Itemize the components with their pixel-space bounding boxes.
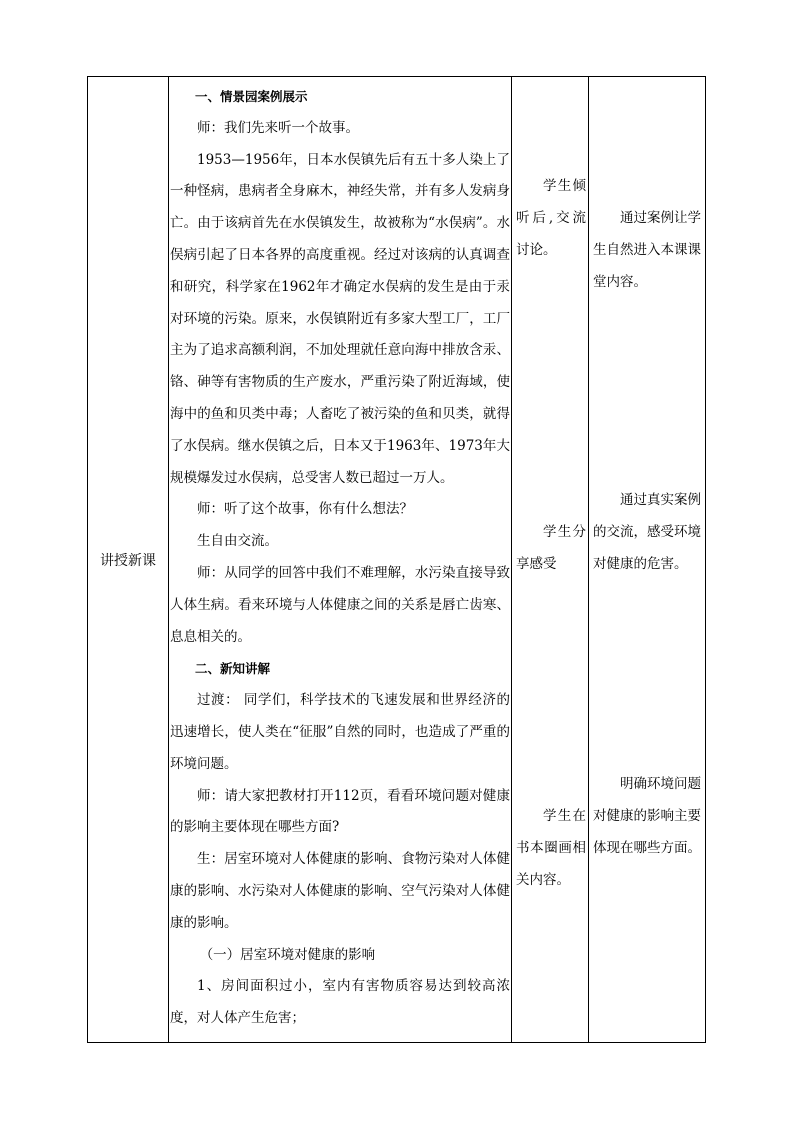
teaching-content (170, 81, 510, 1035)
section-heading: 一、情景园案例展示 (195, 89, 308, 104)
content-paragraph: 生自由交流。 (197, 533, 278, 550)
column-divider (588, 77, 589, 1042)
column-divider (511, 77, 512, 1042)
content-paragraph: 1、房间面积过小，室内有害物质容易达到较高浓度，对人体产生危害； (170, 978, 510, 1027)
design-intent-2: 通过真实案例的交流，感受环境对健康的危害。 (593, 492, 701, 572)
section-heading: 二、新知讲解 (195, 661, 271, 677)
content-paragraph: 师：我们先来听一个故事。 (197, 119, 359, 136)
design-intent-3: 明确环境问题对健康的影响主要体现在哪些方面。 (593, 776, 701, 856)
content-paragraph: 过渡： 同学们，科学技术的飞速发展和世界经济的迅速增长，使人类在“征服”自然的同时，也造成了严重的环境问题。 (170, 692, 510, 772)
content-paragraph: 1953—1956年，日本水俣镇先后有五十多人染上了一种怪病，患病者全身麻木，神经失常，并有多人发病身亡。由于该病首先在水俣镇发生，故被称为“水俣病”。水俣病引起了日本各界的高度重视。经过对该病的认真调查和研究，科学家在1962年才确定水俣病的发生是由于汞对环境的污染。原来，水俣镇附近有多家大型工厂，工厂主为了追求高额利润，不加处理就任意向海中排放含汞、铬、砷等有害物质的生产废水，严重污染了附近海域，使海中的鱼和贝类中毒；人畜吃了被污染的鱼和贝类，就得了水俣病。继水俣镇之后，日本又于1963年、1973年大规模爆发过水俣病，总受害人数已超过一万人。 (170, 151, 510, 486)
content-paragraph: 师：听了这个故事，你有什么想法？ (197, 501, 413, 518)
content-paragraph: 师：请大家把教材打开112页，看看环境问题对健康的影响主要体现在哪些方面? (170, 787, 510, 836)
student-activity-2: 学生分享感受 (516, 524, 586, 572)
lesson-plan-table (87, 76, 706, 1043)
content-paragraph: 生：居室环境对人体健康的影响、食物污染对人体健康的影响、水污染对人体健康的影响、空气污染对人体健康的影响。 (170, 851, 510, 931)
column-divider (168, 77, 169, 1042)
design-intent-1: 通过案例让学生自然进入本课课堂内容。 (593, 210, 701, 290)
student-activity-3: 学生在书本圈画相关内容。 (516, 808, 586, 888)
subsection-heading: （一）居室环境对健康的影响 (199, 946, 376, 963)
content-paragraph: 师：从同学的回答中我们不难理解，水污染直接导致人体生病。看来环境与人体健康之间的关系是唇亡齿寒、息息相关的。 (170, 564, 510, 645)
student-activity-1: 学生倾听后,交流讨论。 (516, 178, 586, 258)
section-label: 讲授新课 (100, 552, 156, 569)
